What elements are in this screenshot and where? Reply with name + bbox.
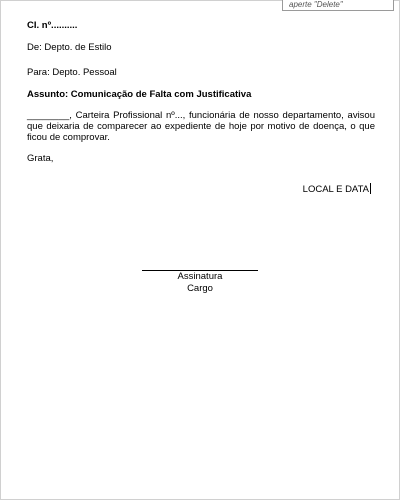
subject-line: Assunto: Comunicação de Falta com Justificativa <box>27 89 252 100</box>
role-label: Cargo <box>187 283 213 294</box>
delete-hint-box[interactable]: aperte "Delete" <box>282 0 394 11</box>
local-date-line[interactable] <box>303 183 371 195</box>
from-line: De: Depto. de Estilo <box>27 42 112 53</box>
signature-label: Assinatura <box>177 271 223 282</box>
text-caret <box>370 183 371 194</box>
to-line: Para: Depto. Pessoal <box>27 67 117 78</box>
internal-memo-number: CI. nº.......... <box>27 20 78 31</box>
greeting-line: Grata, <box>27 153 54 164</box>
body-paragraph: ________, Carteira Profissional nº..., funcionária de nosso departamento, avisou que deixaria de comparecer ao expediente de hoje por motivo de doença, o que ficou de comprovar. <box>27 110 375 143</box>
local-date-text: LOCAL E DATA <box>302 184 369 195</box>
